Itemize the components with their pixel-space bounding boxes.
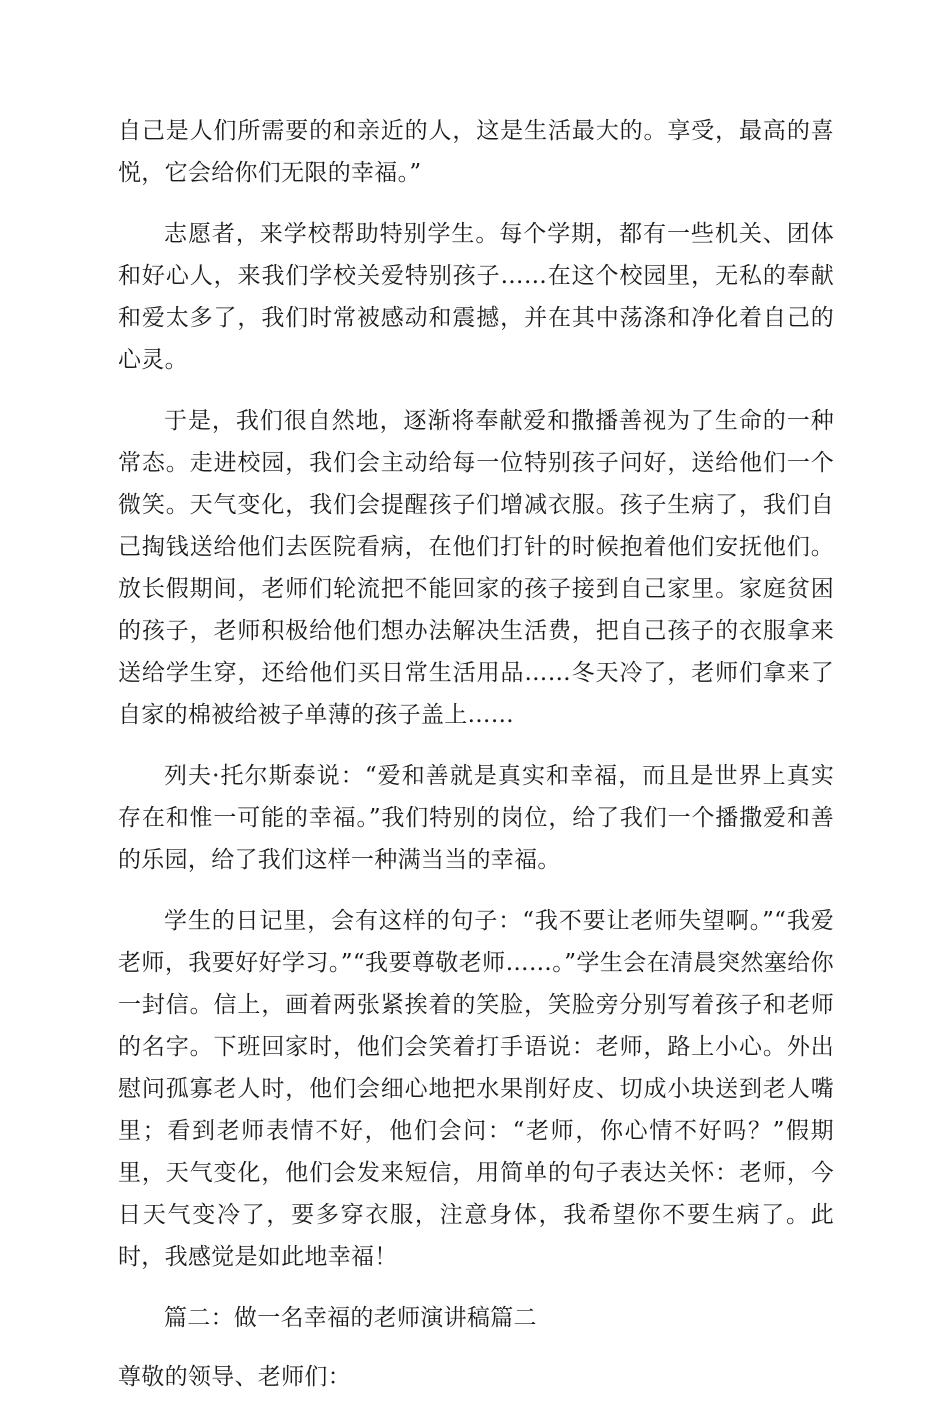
document-body [118, 110, 834, 1417]
paragraph-2: 志愿者，来学校帮助特别学生。每个学期，都有一些机关、团体和好心人，来我们学校关爱特别孩子……在这个校园里，无私的奉献和爱太多了，我们时常被感动和震撼，并在其中荡涤和净化着自己的心灵。 [118, 221, 834, 373]
paragraph-4: 列夫·托尔斯泰说：“爱和善就是真实和幸福，而且是世界上真实存在和惟一可能的幸福。”我们特别的岗位，给了我们一个播撒爱和善的乐园，给了我们这样一种满当当的幸福。 [118, 763, 834, 873]
salutation: 尊敬的领导、老师们： [118, 1364, 351, 1390]
paragraph-1: 自己是人们所需要的和亲近的人，这是生活最大的。享受，最高的喜悦，它会给你们无限的幸福。” [118, 118, 834, 186]
paragraph-5: 学生的日记里，会有这样的句子：“我不要让老师失望啊。”“我爱老师，我要好好学习。”“我要尊敬老师……。”学生会在清晨突然塞给你一封信。信上，画着两张紧挨着的笑脸，笑脸旁分别写着孩子和老师的名字。下班回家时，他们会笑着打手语说：老师，路上小心。外出慰问孤寡老人时，他们会细心地把水果削好皮、切成小块送到老人嘴里；看到老师表情不好，他们会问：“老师，你心情不好吗？”假期里，天气变化，他们会发来短信，用简单的句子表达关怀：老师，今日天气变冷了，要多穿衣服，注意身体，我希望你不要生病了。此时，我感觉是如此地幸福！ [118, 908, 834, 1270]
section-heading: 篇二：做一名幸福的老师演讲稿篇二 [164, 1305, 537, 1331]
paragraph-3: 于是，我们很自然地，逐渐将奉献爱和撒播善视为了生命的一种常态。走进校园，我们会主动给每一位特别孩子问好，送给他们一个微笑。天气变化，我们会提醒孩子们增减衣服。孩子生病了，我们自己掏钱送给他们去医院看病，在他们打针的时候抱着他们安抚他们。放长假期间，老师们轮流把不能回家的孩子接到自己家里。家庭贫困的孩子，老师积极给他们想办法解决生活费，把自己孩子的衣服拿来送给学生穿，还给他们买日常生活用品……冬天冷了，老师们拿来了自家的棉被给被子单薄的孩子盖上…… [118, 408, 834, 728]
